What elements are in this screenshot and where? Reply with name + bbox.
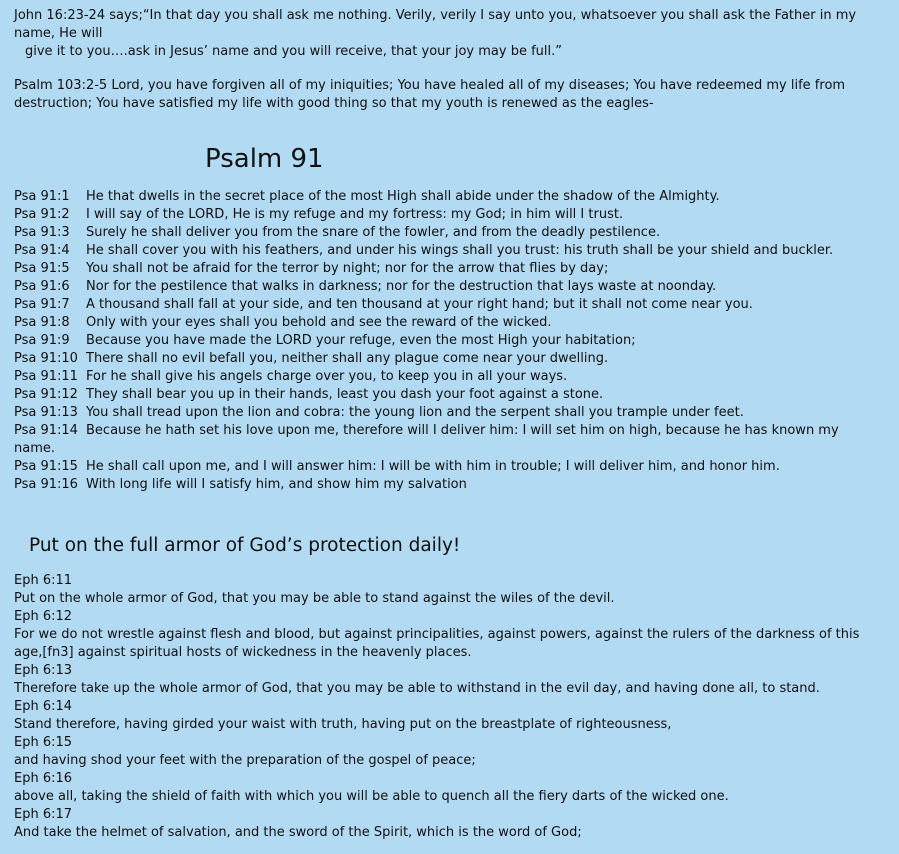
verse-ref: Psa 91:13 — [14, 405, 78, 420]
eph-verse-text: Stand therefore, having girded your waist with truth, having put on the breastplate of righteousness, — [14, 717, 672, 732]
eph-verse-ref: Eph 6:15 — [14, 735, 73, 750]
psalm-verse-row — [14, 224, 885, 242]
psalm-verse-row — [14, 476, 885, 494]
psalm-91-verse-list — [14, 188, 885, 494]
john-verse-line2: give it to you….ask in Jesus’ name and you will receive, that your joy may be full.” — [25, 44, 563, 59]
psalm-verse-row — [14, 314, 885, 332]
verse-text: Only with your eyes shall you behold and see the reward of the wicked. — [86, 315, 552, 330]
verse-ref: Psa 91:1 — [14, 189, 70, 204]
eph-verse-ref: Eph 6:17 — [14, 807, 73, 822]
john-text: says;“In that day you shall ask me nothing. Verily, verily I say unto you, whatsoever you shall ask the Father in my name, He will — [14, 8, 857, 41]
psalm-verse-row — [14, 278, 885, 296]
verse-text: I will say of the LORD, He is my refuge and my fortress: my God; in him will I trust. — [86, 207, 624, 222]
verse-ref: Psa 91:3 — [14, 225, 70, 240]
verse-ref: Psa 91:15 — [14, 459, 78, 474]
verse-ref: Psa 91:2 — [14, 207, 70, 222]
eph-verse-ref: Eph 6:16 — [14, 771, 73, 786]
verse-ref: Psa 91:11 — [14, 369, 78, 384]
eph-verse-text: For we do not wrestle against flesh and blood, but against principalities, against powers, against the rulers of the darkness of this age,[fn3] against spiritual hosts of wickedness in the heavenly places. — [14, 627, 860, 660]
ephesians-verse-list — [14, 572, 885, 842]
psalm-verse-row — [14, 188, 885, 206]
psalm-verse-row — [14, 386, 885, 404]
psalm-103-text: Psalm 103:2-5 Lord, you have forgiven all of my iniquities; You have healed all of my diseases; You have redeemed my life from destruction; You have satisfied my life with good thing so that my youth is renewed as the eagles- — [14, 78, 846, 111]
psalm-verse-tail: name. — [14, 441, 55, 456]
verse-text: You shall not be afraid for the terror by night; nor for the arrow that flies by day; — [86, 261, 609, 276]
verse-text: Because you have made the LORD your refuge, even the most High your habitation; — [86, 333, 636, 348]
verse-text: You shall tread upon the lion and cobra: the young lion and the serpent shall you trample under feet. — [86, 405, 744, 420]
armor-heading: Put on the full armor of God’s protection daily! — [29, 535, 461, 556]
verse-ref: Psa 91:14 — [14, 423, 78, 438]
verse-ref: Psa 91:4 — [14, 243, 70, 258]
eph-verse-ref: Eph 6:14 — [14, 699, 73, 714]
verse-ref: Psa 91:8 — [14, 315, 70, 330]
verse-text: He shall call upon me, and I will answer him: I will be with him in trouble; I will deliver him, and honor him. — [86, 459, 780, 474]
verse-text: There shall no evil befall you, neither shall any plague come near your dwelling. — [86, 351, 609, 366]
psalm-verse-row — [14, 350, 885, 368]
verse-text: For he shall give his angels charge over you, to keep you in all your ways. — [86, 369, 568, 384]
verse-ref: Psa 91:7 — [14, 297, 70, 312]
eph-verse-ref: Eph 6:12 — [14, 609, 73, 624]
verse-ref: Psa 91:6 — [14, 279, 70, 294]
eph-verse-text: above all, taking the shield of faith with which you will be able to quench all the fiery darts of the wicked one. — [14, 789, 729, 804]
verse-text: Surely he shall deliver you from the snare of the fowler, and from the deadly pestilence. — [86, 225, 661, 240]
psalm-verse-row — [14, 296, 885, 314]
verse-text: Because he hath set his love upon me, therefore will I deliver him: I will set him on high, because he has known my — [86, 423, 839, 438]
verse-text: Nor for the pestilence that walks in darkness; nor for the destruction that lays waste at noonday. — [86, 279, 717, 294]
eph-verse-text: and having shod your feet with the preparation of the gospel of peace; — [14, 753, 476, 768]
verse-ref: Psa 91:5 — [14, 261, 70, 276]
psalm-verse-row — [14, 242, 885, 260]
verse-ref: Psa 91:10 — [14, 351, 78, 366]
verse-text: They shall bear you up in their hands, least you dash your foot against a stone. — [86, 387, 604, 402]
eph-verse-text: Therefore take up the whole armor of God, that you may be able to withstand in the evil day, and having done all, to stand. — [14, 681, 820, 696]
verse-text: With long life will I satisfy him, and show him my salvation — [86, 477, 467, 492]
verse-text: He that dwells in the secret place of the most High shall abide under the shadow of the Almighty. — [86, 189, 720, 204]
eph-verse-text: Put on the whole armor of God, that you may be able to stand against the wiles of the devil. — [14, 591, 615, 606]
psalm-verse-row — [14, 422, 885, 440]
psalm-verse-row — [14, 332, 885, 350]
eph-verse-ref: Eph 6:11 — [14, 573, 73, 588]
psalm-verse-row — [14, 458, 885, 476]
verse-text: He shall cover you with his feathers, and under his wings shall you trust: his truth shall be your shield and buckler. — [86, 243, 834, 258]
verse-ref: Psa 91:12 — [14, 387, 78, 402]
spacer — [14, 61, 885, 77]
eph-verse-text: And take the helmet of salvation, and the sword of the Spirit, which is the word of God; — [14, 825, 582, 840]
psalm-verse-row — [14, 404, 885, 422]
john-verse-line1 — [14, 7, 885, 43]
eph-verse-ref: Eph 6:13 — [14, 663, 73, 678]
psalm-91-title: Psalm 91 — [205, 144, 324, 174]
psalm-verse-row — [14, 260, 885, 278]
verse-ref: Psa 91:16 — [14, 477, 78, 492]
verse-text: A thousand shall fall at your side, and ten thousand at your right hand; but it shall not come near you. — [86, 297, 753, 312]
psalm-verse-row — [14, 206, 885, 224]
john-ref: John 16:23-24 — [14, 8, 106, 23]
verse-ref: Psa 91:9 — [14, 333, 70, 348]
psalm-verse-row — [14, 368, 885, 386]
